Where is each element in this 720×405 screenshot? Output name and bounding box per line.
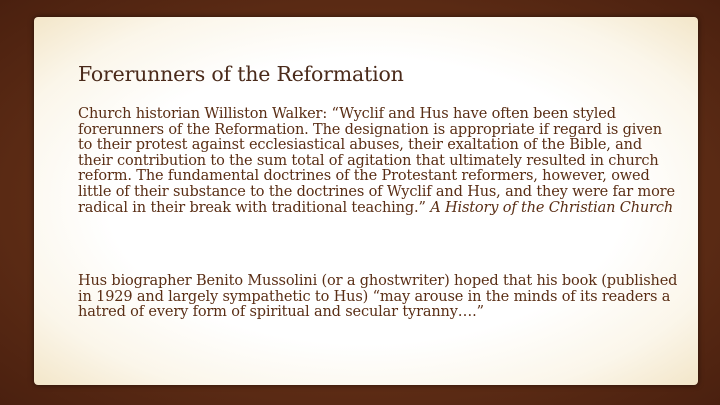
book-citation: A History of the Christian Church [430, 199, 674, 216]
walker-quote-paragraph [78, 107, 678, 216]
walker-quote-text: Church historian Williston Walker: “Wyclif and Hus have often been styled forerunners of the Reformation. The designation is appropriate if regard is given to their protest against ecclesiastical abuses, their exaltation of the Bible, and their contribution to the sum total of agitation that ultimately resulted in church reform. The fundamental doctrines of the Protestant reformers, however, owed little of their substance to the doctrines of Wyclif and Hus, and they were far more radical in their break with traditional teaching.” [78, 106, 675, 216]
slide-title: Forerunners of the Reformation [78, 62, 404, 86]
mussolini-quote-paragraph: Hus biographer Benito Mussolini (or a ghostwriter) hoped that his book (published in 1929 and largely sympathetic to Hus) “may arouse in the minds of its readers a hatred of every form of spiritual and secular tyranny….” [78, 273, 678, 321]
